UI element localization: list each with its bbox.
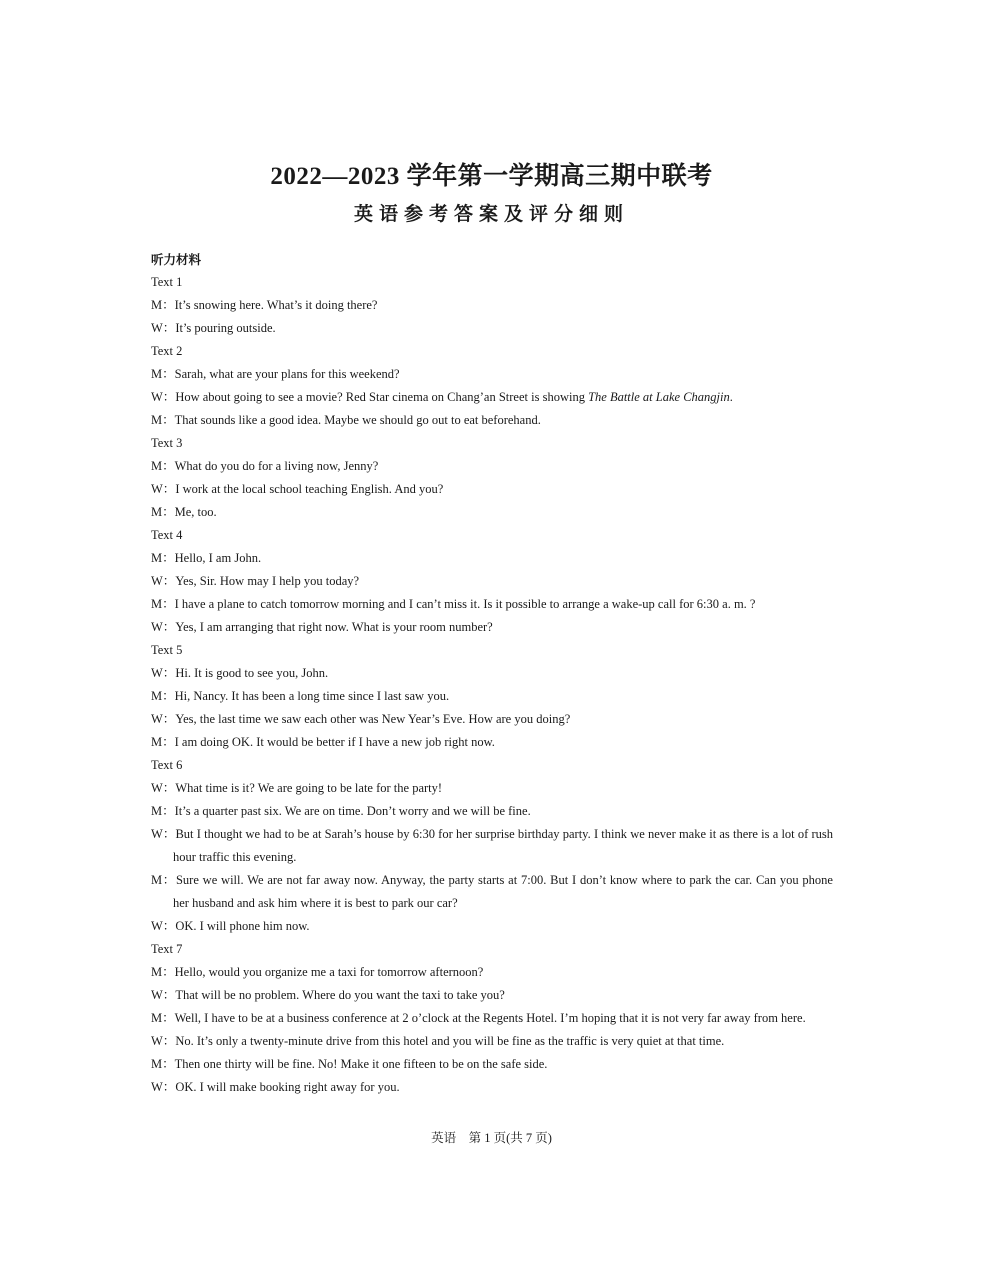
- page-subtitle: 英语参考答案及评分细则: [353, 203, 629, 225]
- text-label: Text 4: [151, 528, 183, 542]
- dialog-line: [151, 409, 833, 432]
- dialog-text: Sarah, what are your plans for this weekend?: [174, 367, 400, 381]
- speaker-label: W：: [151, 666, 176, 680]
- dialog-text: It’s pouring outside.: [175, 321, 276, 335]
- dialog-text: I am doing OK. It would be better if I have a new job right now.: [174, 735, 495, 749]
- dialog-line: [151, 731, 833, 754]
- dialog-text-end: .: [729, 390, 733, 404]
- dialog-text: How about going to see a movie? Red Star cinema on Chang’an Street is showing: [175, 390, 589, 404]
- dialog-line: [151, 777, 833, 800]
- dialog-text: Me, too.: [174, 505, 217, 519]
- speaker-label: M：: [151, 965, 175, 979]
- dialog-line: [151, 455, 833, 478]
- dialog-text: It’s a quarter past six. We are on time. Don’t worry and we will be fine.: [174, 804, 531, 818]
- dialog-line: [151, 961, 833, 984]
- speaker-label: M：: [151, 551, 175, 565]
- dialog-line: [151, 593, 833, 616]
- dialog-text: What time is it? We are going to be late for the party!: [175, 781, 443, 795]
- speaker-label: M：: [151, 367, 175, 381]
- page-footer: 英语 第 1 页(共 7 页): [431, 1131, 552, 1145]
- dialog-line: [151, 1076, 833, 1099]
- dialog-line: [151, 1030, 833, 1053]
- dialog-text: Sure we will. We are not far away now. Anyway, the party starts at 7:00. But I don’t know where to park the car. Can you phone her husband and ask him where it is best to park our car?: [173, 873, 833, 910]
- dialog-text: Then one thirty will be fine. No! Make it one fifteen to be on the safe side.: [174, 1057, 548, 1071]
- dialog-line: [151, 1007, 833, 1030]
- text-label: Text 3: [151, 436, 183, 450]
- speaker-label: W：: [151, 1034, 176, 1048]
- speaker-label: W：: [151, 827, 176, 841]
- dialog-line: [151, 800, 833, 823]
- speaker-label: M：: [151, 413, 175, 427]
- speaker-label: M：: [151, 1011, 175, 1025]
- dialog-line: [151, 869, 833, 915]
- speaker-label: M：: [151, 459, 175, 473]
- dialog-text: OK. I will phone him now.: [175, 919, 310, 933]
- speaker-label: W：: [151, 1080, 176, 1094]
- dialog-line: [151, 478, 833, 501]
- dialog-text: Hello, I am John.: [174, 551, 262, 565]
- speaker-label: M：: [151, 804, 175, 818]
- dialog-text: No. It’s only a twenty-minute drive from this hotel and you will be fine as the traffic is very quiet at that time.: [175, 1034, 725, 1048]
- speaker-label: W：: [151, 988, 176, 1002]
- speaker-label: W：: [151, 620, 176, 634]
- text-label: Text 5: [151, 643, 183, 657]
- speaker-label: W：: [151, 781, 176, 795]
- speaker-label: M：: [151, 735, 175, 749]
- text-label: Text 1: [151, 275, 183, 289]
- dialog-text: That will be no problem. Where do you want the taxi to take you?: [175, 988, 505, 1002]
- dialog-text: That sounds like a good idea. Maybe we should go out to eat beforehand.: [174, 413, 541, 427]
- dialog-text: OK. I will make booking right away for you.: [175, 1080, 400, 1094]
- speaker-label: M：: [151, 689, 175, 703]
- text-label: Text 2: [151, 344, 183, 358]
- dialog-line: [151, 616, 833, 639]
- dialog-line: [151, 317, 833, 340]
- speaker-label: W：: [151, 482, 176, 496]
- dialog-text: But I thought we had to be at Sarah’s house by 6:30 for her surprise birthday party. I think we never make it as there is a lot of rush hour traffic this evening.: [173, 827, 833, 864]
- speaker-label: W：: [151, 321, 176, 335]
- dialog-text: Hi. It is good to see you, John.: [175, 666, 329, 680]
- dialog-text: Hello, would you organize me a taxi for tomorrow afternoon?: [174, 965, 484, 979]
- transcript-lines: [151, 271, 833, 1099]
- dialog-text: Well, I have to be at a business conference at 2 o’clock at the Regents Hotel. I’m hoping that it is not very far away from here.: [174, 1011, 806, 1025]
- dialog-line: [151, 984, 833, 1007]
- dialog-text: It’s snowing here. What’s it doing there?: [174, 298, 378, 312]
- dialog-text: Yes, I am arranging that right now. What is your room number?: [175, 620, 493, 634]
- dialog-line: [151, 294, 833, 317]
- dialog-line: [151, 570, 833, 593]
- dialog-text: I have a plane to catch tomorrow morning and I can’t miss it. Is it possible to arrange a wake-up call for 6:30 a. m. ?: [174, 597, 756, 611]
- page-title: 2022—2023 学年第一学期高三期中联考: [270, 163, 713, 190]
- section-heading: 听力材料: [151, 252, 202, 267]
- dialog-line: [151, 363, 833, 386]
- text-label: Text 7: [151, 942, 183, 956]
- speaker-label: W：: [151, 390, 176, 404]
- dialog-line: [151, 823, 833, 869]
- dialog-line: [151, 708, 833, 731]
- speaker-label: W：: [151, 712, 176, 726]
- text-label: Text 6: [151, 758, 183, 772]
- speaker-label: M：: [151, 597, 175, 611]
- dialog-line: [151, 547, 833, 570]
- dialog-line: [151, 685, 833, 708]
- speaker-label: M：: [151, 1057, 175, 1071]
- dialog-text: Yes, Sir. How may I help you today?: [175, 574, 360, 588]
- dialog-line: [151, 662, 833, 685]
- dialog-line: [151, 386, 833, 409]
- speaker-label: M：: [151, 873, 176, 887]
- dialog-text: What do you do for a living now, Jenny?: [174, 459, 379, 473]
- movie-title: The Battle at Lake Changjin: [588, 390, 730, 404]
- dialog-text: I work at the local school teaching English. And you?: [175, 482, 444, 496]
- listening-material: [151, 248, 833, 1099]
- dialog-line: [151, 915, 833, 938]
- speaker-label: W：: [151, 574, 176, 588]
- dialog-line: [151, 501, 833, 524]
- speaker-label: M：: [151, 505, 175, 519]
- dialog-text: Hi, Nancy. It has been a long time since I last saw you.: [174, 689, 450, 703]
- speaker-label: W：: [151, 919, 176, 933]
- speaker-label: M：: [151, 298, 175, 312]
- dialog-line: [151, 1053, 833, 1076]
- dialog-text: Yes, the last time we saw each other was New Year’s Eve. How are you doing?: [175, 712, 571, 726]
